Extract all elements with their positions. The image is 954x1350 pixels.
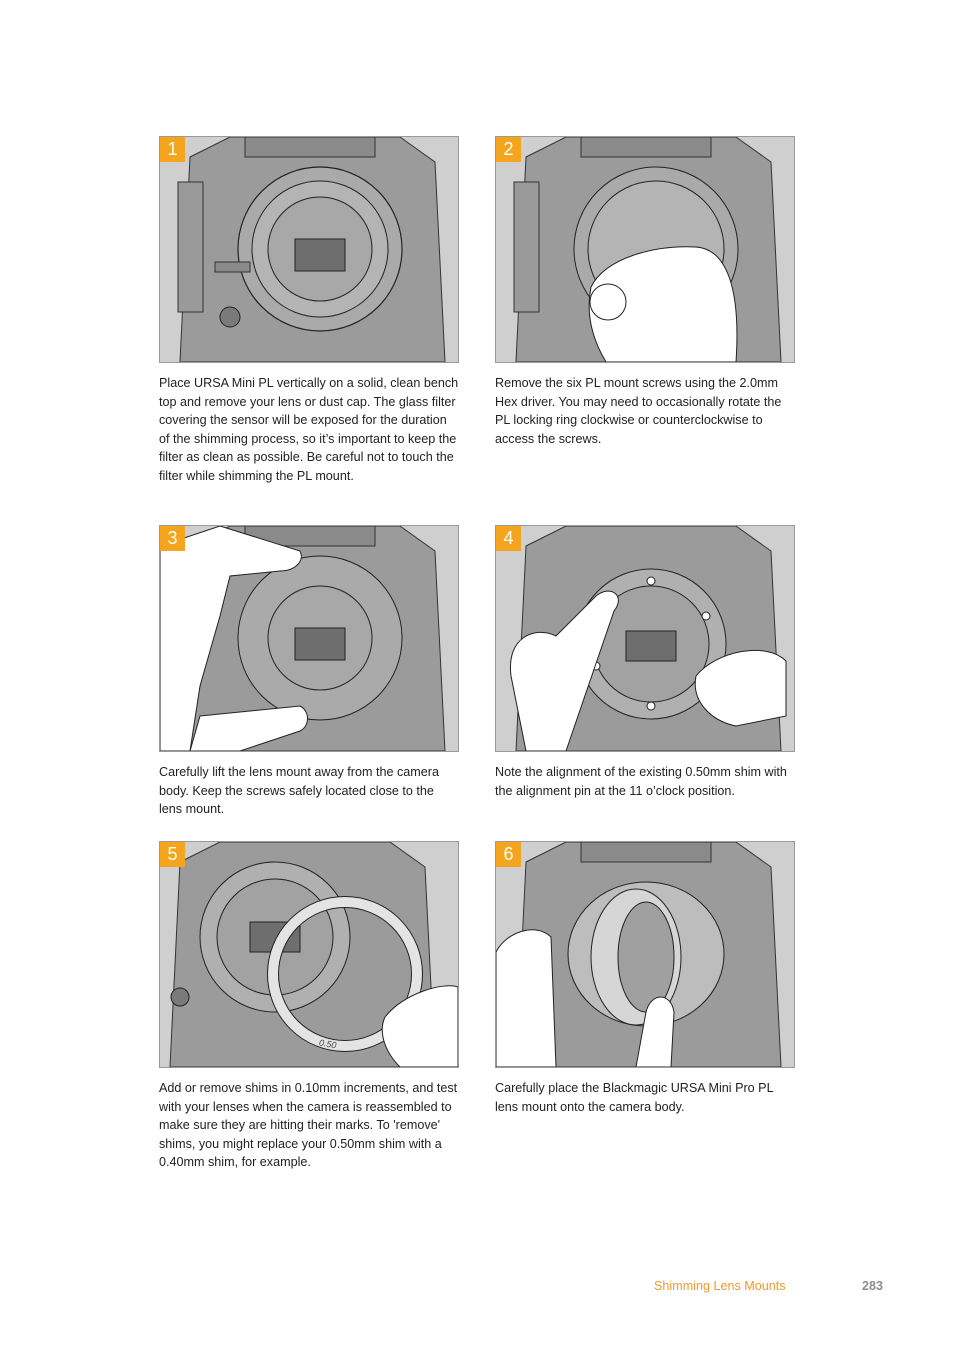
step-1 — [159, 136, 459, 485]
step-number-badge: 3 — [160, 526, 185, 551]
step-number-badge: 1 — [160, 137, 185, 162]
step-6-caption: Carefully place the Blackmagic URSA Mini Pro PL lens mount onto the camera body. — [495, 1081, 774, 1114]
replace-lens-mount-illustration — [496, 842, 794, 1067]
shim-ring-illustration — [160, 842, 458, 1067]
lift-lens-mount-illustration — [160, 526, 458, 751]
step-5-caption: Add or remove shims in 0.10mm increments, and test with your lenses when the camera is reassembled to make sure they are hitting their marks. To 'remove' shims, you might replace your 0.50mm shim with a 0.40mm shim, for example. — [159, 1081, 458, 1169]
footer-section-title: Shimming Lens Mounts — [654, 1279, 786, 1293]
step-4-illustration — [495, 525, 795, 752]
step-3-caption: Carefully lift the lens mount away from the camera body. Keep the screws safely located close to the lens mount. — [159, 765, 439, 816]
step-2-illustration — [495, 136, 795, 363]
step-2 — [495, 136, 795, 448]
remove-screws-illustration — [496, 137, 794, 362]
shim-alignment-illustration — [496, 526, 794, 751]
step-1-illustration — [159, 136, 459, 363]
shim-thickness-label: 0.50 — [318, 1037, 338, 1051]
step-4-caption: Note the alignment of the existing 0.50mm shim with the alignment pin at the 11 o’clock position. — [495, 765, 787, 798]
step-number-badge: 6 — [496, 842, 521, 867]
step-5 — [159, 841, 459, 1172]
step-3 — [159, 525, 459, 819]
step-number-badge: 5 — [160, 842, 185, 867]
step-3-illustration — [159, 525, 459, 752]
camera-pl-mount-illustration — [160, 137, 458, 362]
footer-page-number: 283 — [862, 1279, 884, 1293]
step-6 — [495, 841, 795, 1116]
step-1-caption: Place URSA Mini PL vertically on a solid, clean bench top and remove your lens or dust cap. The glass filter covering the sensor will be exposed for the duration of the shimming process, so it’s important to keep the filter as clean as possible. Be careful not to touch the filter while shimming the PL mount. — [159, 376, 459, 483]
step-number-badge: 4 — [496, 526, 521, 551]
step-5-illustration — [159, 841, 459, 1068]
step-6-illustration — [495, 841, 795, 1068]
step-4 — [495, 525, 795, 800]
step-2-caption: Remove the six PL mount screws using the 2.0mm Hex driver. You may need to occasionally rotate the PL locking ring clockwise or counterclockwise to access the screws. — [495, 376, 782, 446]
step-number-badge: 2 — [496, 137, 521, 162]
